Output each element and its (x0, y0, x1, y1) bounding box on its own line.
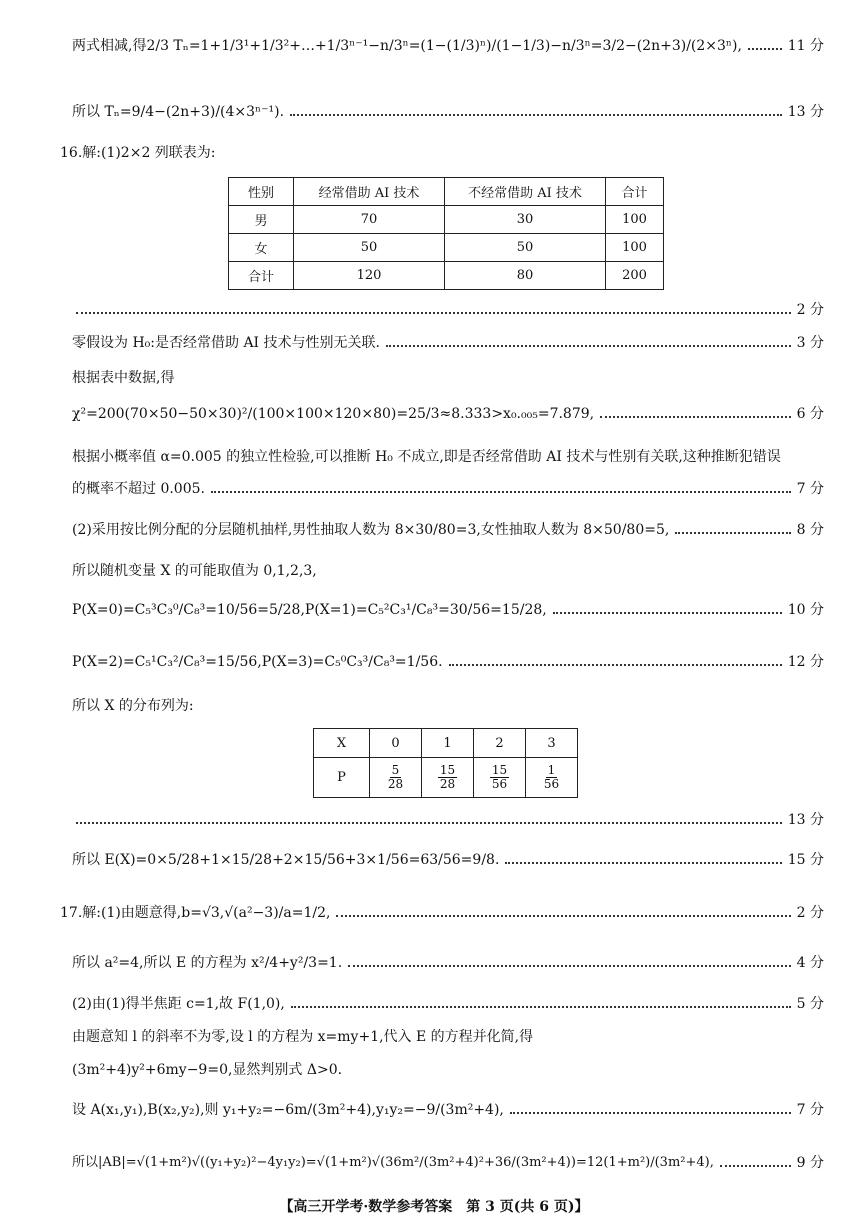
table-header-cell: P (314, 758, 370, 798)
line-focus (72, 994, 824, 1014)
dot-leader (336, 915, 790, 917)
dot-leader (76, 312, 791, 314)
line-table2-score (72, 810, 824, 830)
dot-leader (720, 1165, 791, 1167)
line-error-probability (72, 479, 824, 499)
line-data-intro (72, 368, 824, 388)
table-cell: 女 (229, 234, 294, 262)
dot-leader (386, 345, 791, 347)
line-text: 所以 X 的分布列为: (72, 698, 194, 714)
fraction (542, 764, 561, 791)
distribution-table (313, 728, 578, 798)
numerator: 5 (391, 763, 400, 777)
table-cell: 0 (370, 729, 422, 758)
q16-heading (60, 143, 824, 163)
line-text: 设 A(x₁,y₁),B(x₂,y₂),则 y₁+y₂=−6m/(3m²+4),y₁y₂=−9/(3m²+4), (72, 1102, 504, 1118)
table-cell: 1 (422, 729, 474, 758)
line-text: (2)采用按比例分配的分层随机抽样,男性抽取人数为 8×30/80=3,女性抽取人数为 8×50/80=5, (72, 522, 670, 538)
table-cell (474, 758, 526, 798)
table-cell: 120 (294, 262, 445, 290)
line-ellipse-equation (72, 953, 824, 973)
line-inference (72, 447, 824, 467)
table-cell (370, 758, 422, 798)
numerator: 15 (491, 763, 508, 777)
line-text: χ²=200(70×50−50×30)²/(100×100×120×80)=25/3≈8.333>x₀.₀₀₅=7.879, (72, 406, 595, 422)
line-text: 根据表中数据,得 (72, 370, 175, 386)
line-quadratic (72, 1060, 824, 1080)
table-row (229, 206, 664, 234)
line-text: 所以 E(X)=0×5/28+1×15/28+2×15/56+3×1/56=63/56=9/8. (72, 852, 500, 868)
score-label: 2 分 (796, 905, 824, 921)
table-cell: 50 (445, 234, 606, 262)
dot-leader (510, 1112, 791, 1114)
table-cell: 50 (294, 234, 445, 262)
line-possible-values (72, 561, 824, 581)
fraction (386, 764, 405, 791)
line-chord-length (72, 1153, 824, 1173)
score-label: 11 分 (787, 38, 824, 54)
contingency-table (228, 177, 664, 290)
page-footer: 【高三开学考·数学参考答案 第 3 页(共 6 页)】 (279, 1199, 589, 1215)
line-null-hypothesis (72, 333, 824, 353)
fraction (438, 764, 457, 791)
denominator: 28 (439, 777, 456, 791)
table-cell: 80 (445, 262, 606, 290)
line-text: P(X=2)=C₅¹C₃²/C₈³=15/56,P(X=3)=C₅⁰C₃³/C₈³=1/56. (72, 654, 443, 670)
dot-leader (211, 491, 791, 493)
table-row-p (314, 758, 578, 798)
line-distribution-intro (72, 696, 824, 716)
table-cell: 30 (445, 206, 606, 234)
line-vieta (72, 1100, 824, 1120)
table-header-cell: X (314, 729, 370, 758)
line-text: 的概率不超过 0.005. (72, 481, 205, 497)
table-cell: 合计 (229, 262, 294, 290)
table-cell: 100 (606, 206, 664, 234)
table-cell: 男 (229, 206, 294, 234)
score-label: 4 分 (796, 955, 824, 971)
score-label: 13 分 (787, 812, 824, 828)
denominator: 56 (543, 777, 560, 791)
line-text: 16.解:(1)2×2 列联表为: (60, 145, 216, 161)
line-p0-p1 (72, 600, 824, 620)
score-label: 10 分 (787, 602, 824, 618)
score-label: 9 分 (796, 1155, 824, 1171)
numerator: 15 (439, 763, 456, 777)
line-p2-p3 (72, 652, 824, 672)
table-header-cell: 性别 (229, 178, 294, 206)
table-cell: 2 (474, 729, 526, 758)
denominator: 56 (491, 777, 508, 791)
line-text: 17.解:(1)由题意得,b=√3,√(a²−3)/a=1/2, (60, 905, 331, 921)
q17-heading (60, 903, 824, 923)
table-header-cell: 合计 (606, 178, 664, 206)
dot-leader (553, 612, 782, 614)
score-label: 13 分 (787, 104, 824, 120)
table-row (229, 234, 664, 262)
table-header-row (229, 178, 664, 206)
table-cell: 3 (526, 729, 578, 758)
score-label: 12 分 (787, 654, 824, 670)
dot-leader (600, 416, 791, 418)
line-text: 所以随机变量 X 的可能取值为 0,1,2,3, (72, 563, 317, 579)
line-text: (2)由(1)得半焦距 c=1,故 F(1,0), (72, 996, 285, 1012)
line-text: 所以|AB|=√(1+m²)√((y₁+y₂)²−4y₁y₂)=√(1+m²)√(36m²/(3m²+4)²+36/(3m²+4))=12(1+m²)/(3m²+4), (72, 1155, 714, 1170)
score-label: 6 分 (796, 406, 824, 422)
dot-leader (348, 965, 790, 967)
line-text: 两式相减,得2/3 Tₙ=1+1/3¹+1/3²+…+1/3ⁿ⁻¹−n/3ⁿ=(1−(1/3)ⁿ)/(1−1/3)−n/3ⁿ=3/2−(2n+3)/(2×3ⁿ), (72, 38, 742, 54)
table-header-cell: 经常借助 AI 技术 (294, 178, 445, 206)
table-cell: 70 (294, 206, 445, 234)
line-line-setup (72, 1027, 824, 1047)
denominator: 28 (387, 777, 404, 791)
dot-leader (748, 48, 782, 50)
numerator: 1 (547, 763, 556, 777)
table-cell: 100 (606, 234, 664, 262)
score-label: 3 分 (796, 335, 824, 351)
dot-leader (675, 532, 790, 534)
line-text: 所以 Tₙ=9/4−(2n+3)/(4×3ⁿ⁻¹). (72, 104, 285, 120)
score-label: 8 分 (796, 522, 824, 538)
score-label: 7 分 (796, 481, 824, 497)
score-label: 5 分 (796, 996, 824, 1012)
line-table-score (72, 300, 824, 320)
table-cell (526, 758, 578, 798)
dot-leader (449, 664, 782, 666)
line-sampling (72, 520, 824, 540)
line-expectation (72, 850, 824, 870)
table-cell (422, 758, 474, 798)
line-chi-square (72, 404, 824, 424)
score-label: 2 分 (796, 302, 824, 318)
table-cell: 200 (606, 262, 664, 290)
dot-leader (291, 1006, 791, 1008)
line-text: (3m²+4)y²+6my−9=0,显然判别式 Δ>0. (72, 1062, 343, 1078)
line-tn-result (72, 102, 824, 122)
score-label: 7 分 (796, 1102, 824, 1118)
table-row (229, 262, 664, 290)
line-text: P(X=0)=C₅³C₃⁰/C₈³=10/56=5/28,P(X=1)=C₅²C₃¹/C₈³=30/56=15/28, (72, 602, 547, 618)
table-row-x (314, 729, 578, 758)
dot-leader (290, 114, 782, 116)
fraction (490, 764, 509, 791)
line-text: 所以 a²=4,所以 E 的方程为 x²/4+y²/3=1. (72, 955, 343, 971)
line-text: 零假设为 H₀:是否经常借助 AI 技术与性别无关联. (72, 335, 380, 351)
table-header-cell: 不经常借助 AI 技术 (445, 178, 606, 206)
line-text: 根据小概率值 α=0.005 的独立性检验,可以推断 H₀ 不成立,即是否经常借助 AI 技术与性别有关联,这种推断犯错误 (72, 449, 781, 465)
dot-leader (505, 862, 781, 864)
score-label: 15 分 (787, 852, 824, 868)
dot-leader (76, 822, 782, 824)
line-text: 由题意知 l 的斜率不为零,设 l 的方程为 x=my+1,代入 E 的方程并化简,得 (72, 1029, 534, 1045)
line-subtract (72, 36, 824, 56)
